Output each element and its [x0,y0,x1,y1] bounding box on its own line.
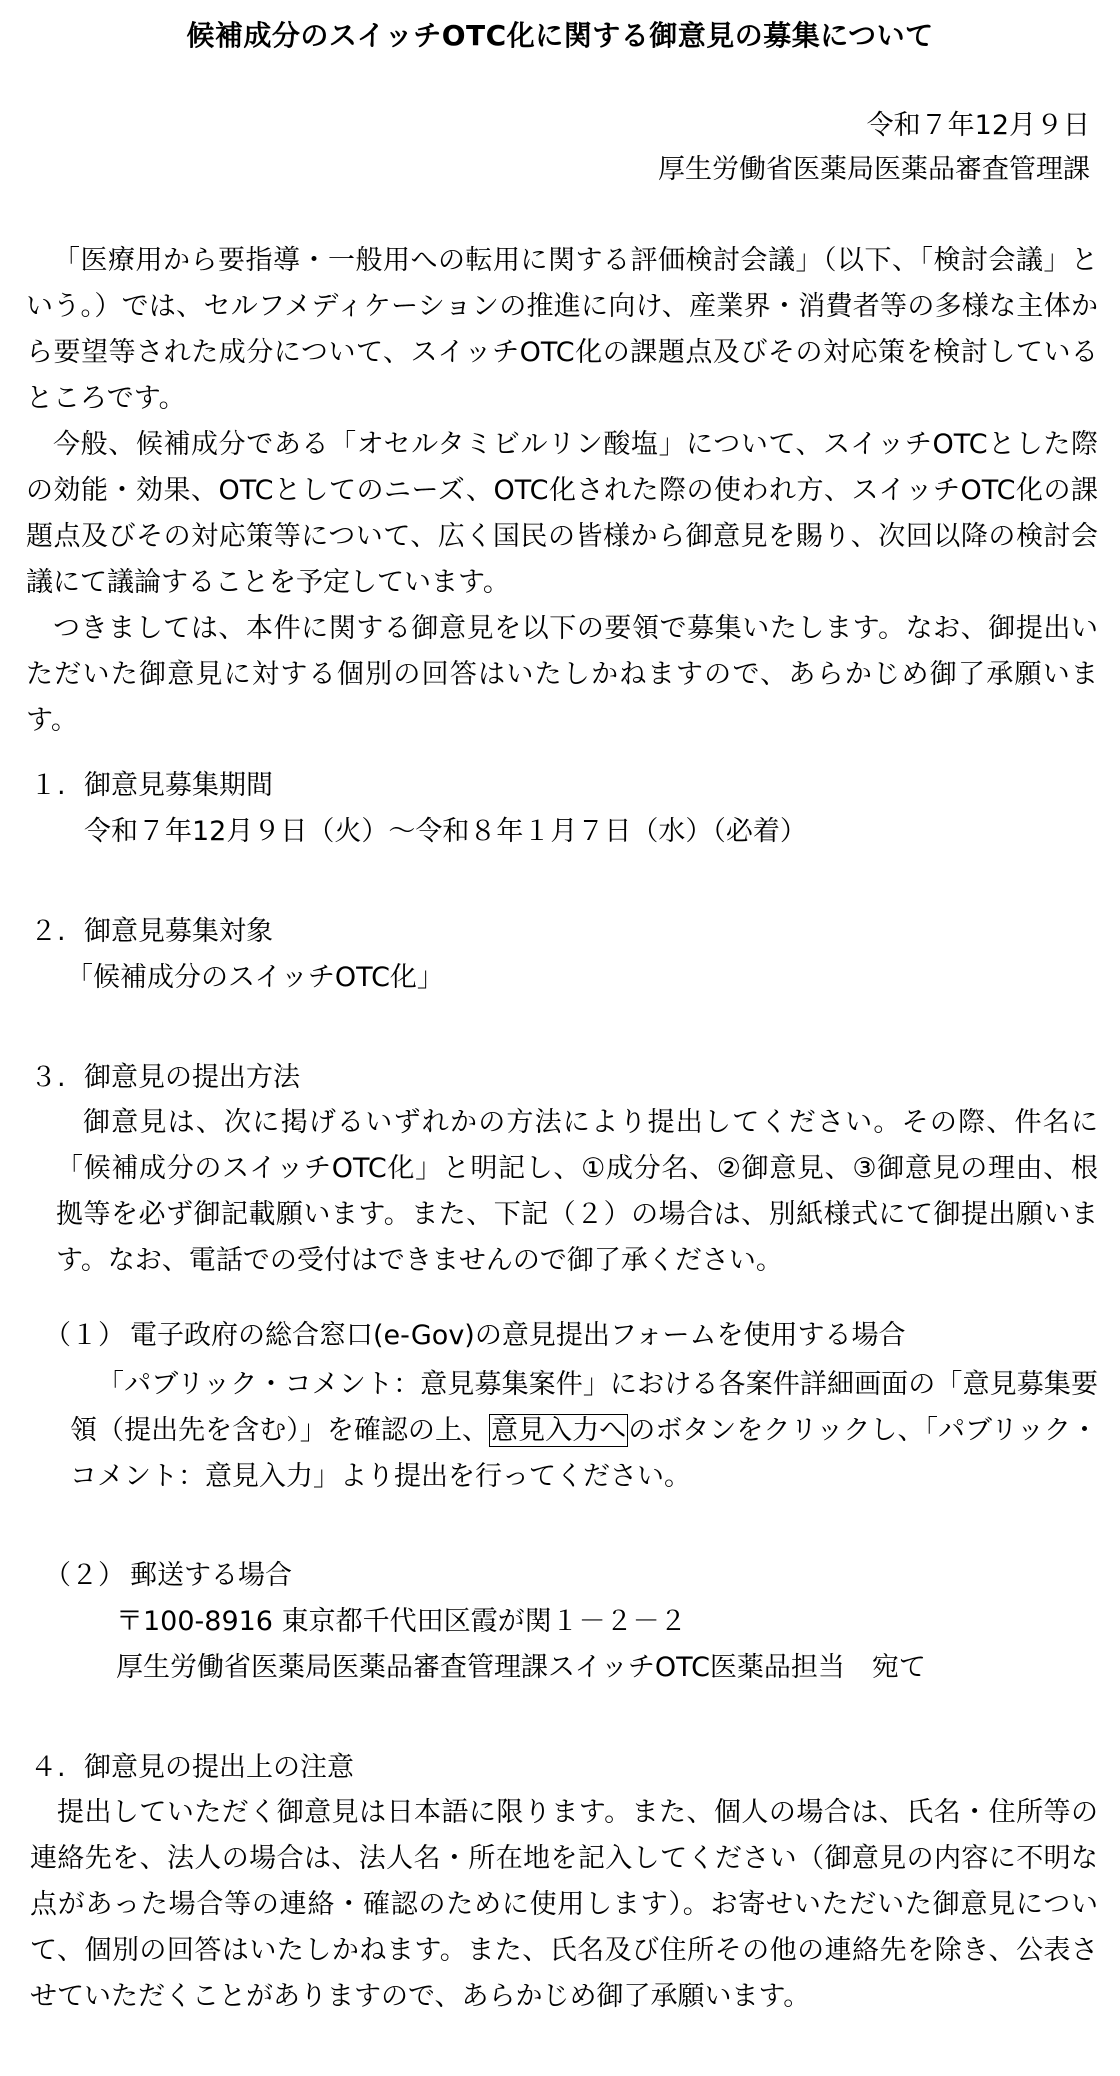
section-4-number: ４. [30,1752,66,1783]
section-2-body: 「候補成分のスイッチOTC化」 [66,962,444,993]
section-2-heading [30,912,273,952]
subsection-2-label: （２） [44,1560,125,1591]
subsection-1-text-after: のボタンをクリックし、「パブリック・コメント：意見入力」より提出を行ってください。 [70,1415,1099,1492]
subsection-1-heading [44,1316,905,1356]
section-2-number: ２. [30,916,66,947]
subsection-1-body [70,1362,1098,1500]
section-1-number: １. [30,770,66,801]
intro-paragraph-3: つきましては、本件に関する御意見を以下の要領で募集いたします。なお、御提出いただいた御意見に対する個別の回答はいたしかねますので、あらかじめ御了承願います。 [26,613,1098,736]
section-4-body: 提出していただく御意見は日本語に限ります。また、個人の場合は、氏名・住所等の連絡先を、法人の場合は、法人名・所在地を記入してください（御意見の内容に不明な点があった場合等の連絡・確認のために使用します）。お寄せいただいた御意見について、個別の回答はいたしかねます。また、氏名及び住所その他の連絡先を除き、公表させていただくことがありますので、あらかじめ御了承願います。 [30,1797,1098,2012]
section-3-heading [30,1058,300,1098]
postal-address: 〒100-8916 東京都千代田区霞が関１－２－２ [116,1606,687,1637]
section-3-title: 御意見の提出方法 [84,1062,300,1093]
subsection-2-title: 郵送する場合 [130,1560,292,1591]
issuing-department: 厚生労働省医薬局医薬品審査管理課 [658,154,1090,185]
subsection-1-title: 電子政府の総合窓口(e-Gov)の意見提出フォームを使用する場合 [130,1320,906,1351]
intro-paragraph-2: 今般、候補成分である「オセルタミビルリン酸塩」について、スイッチOTCとした際の効能・効果、OTCとしてのニーズ、OTC化された際の使われ方、スイッチOTC化の課題点及びその対応策等について、広く国民の皆様から御意見を賜り、次回以降の検討会議にて議論することを予定しています。 [26,429,1098,598]
issue-date: 令和７年12月９日 [866,110,1090,141]
opinion-input-button-label: 意見入力へ [491,1415,627,1446]
section-4-heading [30,1748,354,1788]
postal-recipient: 厚生労働省医薬局医薬品審査管理課スイッチOTC医薬品担当 宛て [116,1652,926,1683]
document-title: 候補成分のスイッチOTC化に関する御意見の募集について [186,19,934,52]
section-3-body: 御意見は、次に掲げるいずれかの方法により提出してください。その際、件名に「候補成分のスイッチOTC化」と明記し、①成分名、②御意見、③御意見の理由、根拠等を必ず御記載願います。また、下記（２）の場合は、別紙様式にて御提出願います。なお、電話での受付はできませんので御了承ください。 [56,1107,1098,1276]
section-3-number: ３. [30,1062,66,1093]
subsection-1-text-before: 「パブリック・コメント：意見募集案件」における各案件詳細画面の「意見募集要領（提出先を含む）」を確認の上、 [70,1369,1098,1446]
section-2-title: 御意見募集対象 [84,916,273,947]
section-1-heading [30,766,273,806]
subsection-2-heading [44,1556,292,1596]
subsection-1-label: （１） [44,1320,125,1351]
intro-paragraph-1: 「医療用から要指導・一般用への転用に関する評価検討会議」（以下、「検討会議」という。）では、セルフメディケーションの推進に向け、産業界・消費者等の多様な主体から要望等された成分について、スイッチOTC化の課題点及びその対応策を検討しているところです。 [26,245,1098,414]
section-4-title: 御意見の提出上の注意 [84,1752,354,1783]
section-1-body: 令和７年12月９日（火）～令和８年１月７日（水）（必着） [84,816,807,847]
section-1-title: 御意見募集期間 [84,770,273,801]
